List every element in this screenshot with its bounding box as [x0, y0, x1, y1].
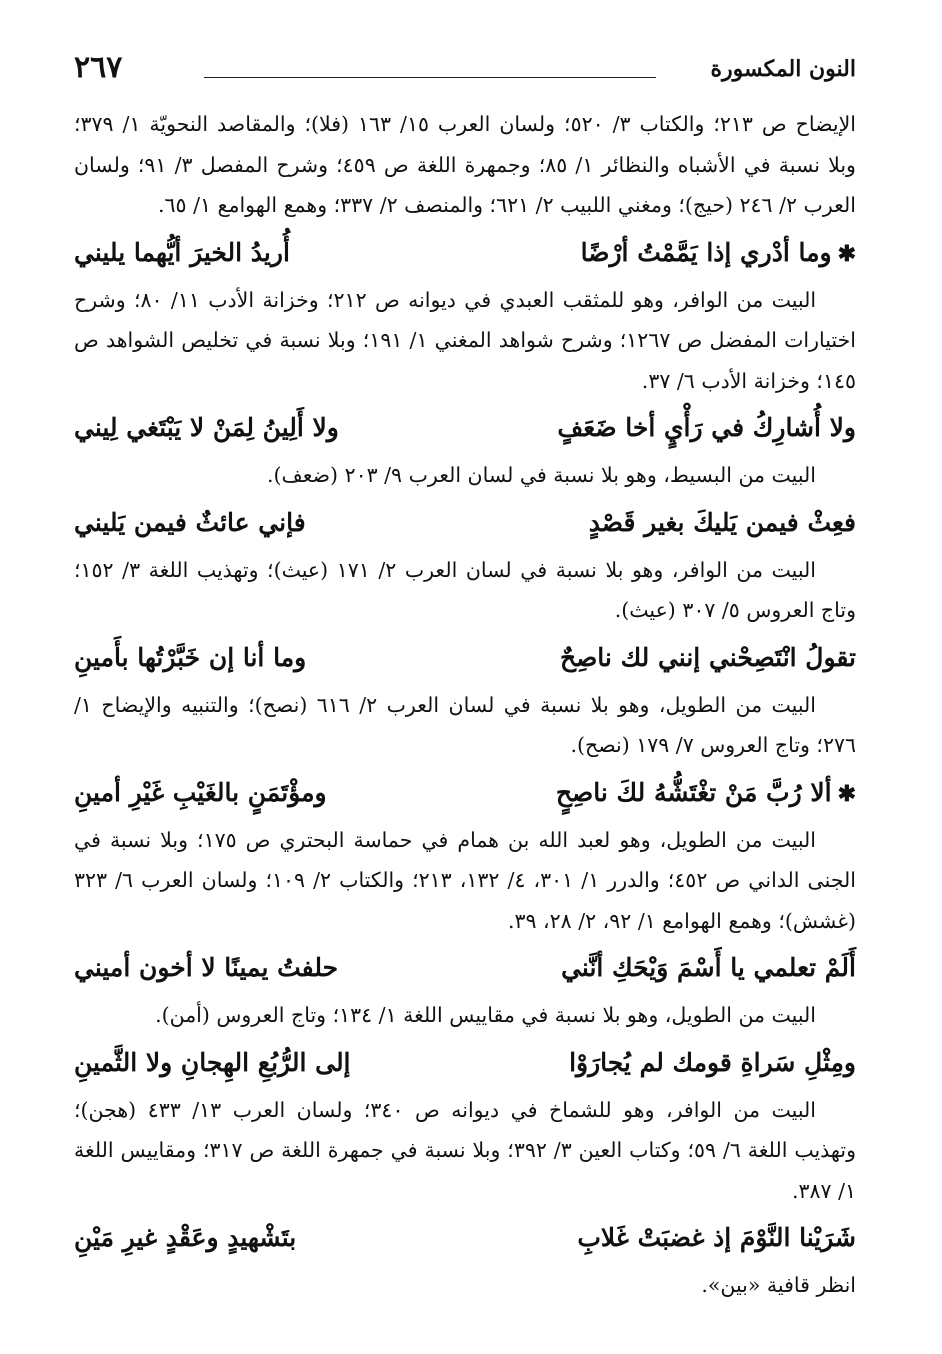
hemistich-text: شَرَيْنا النَّوْمَ إذ غضبَتْ غَلابِ: [577, 1223, 856, 1252]
hemistich-text: وما أنا إن خَبَّرْتُها بأَمينِ: [74, 642, 307, 672]
page-header: [74, 50, 856, 90]
hemistich-text: ولا أَلِينُ لِمَنْ لا يَبْتَغي لِيني: [74, 413, 339, 442]
hemistich-text: ألا رُبَّ مَنْ تغْتَشُّهُ لكَ ناصِحٍ: [555, 777, 832, 807]
star-marker-icon: ✱: [837, 240, 856, 267]
verse-note: البيت من الوافر، وهو للمثقب العبدي في ديوانه ص ٢١٢؛ وخزانة الأدب ١١/ ٨٠؛ وشرح اختيارات المفضل ص ١٢٦٧؛ وشرح شواهد المغني ١/ ١٩١؛ وبلا نسبة في تخليص الشواهد ص ١٤٥؛ وخزانة الأدب ٦/ ٣٧.: [74, 287, 856, 393]
verse-first-hemistich: [577, 1211, 856, 1265]
verse-note: البيت من الطويل، وهو بلا نسبة في مقاييس اللغة ١/ ١٣٤؛ وتاج العروس (أمن).: [155, 1003, 816, 1027]
verse-second-hemistich: [74, 1211, 296, 1265]
verse-second-hemistich: [74, 496, 306, 550]
verse-second-hemistich: [74, 941, 338, 995]
verse-first-hemistich: [556, 766, 856, 821]
verse-second-hemistich: [74, 1036, 351, 1090]
header-rule: [204, 77, 656, 78]
hemistich-text: وما أدْري إذا يَمَّمْتُ أرْضًا: [580, 237, 832, 267]
hemistich-text: فعِثْ فيمن يَليكَ بغير قَصْدٍ: [588, 507, 856, 537]
verse-note: البيت من الوافر، وهو بلا نسبة في لسان العرب ٢/ ١٧١ (عيث)؛ وتهذيب اللغة ٣/ ١٥٢؛ وتاج العروس ٥/ ٣٠٧ (عيث).: [74, 557, 856, 622]
verse-second-hemistich: [74, 401, 339, 455]
verse-line: [74, 631, 856, 685]
hemistich-text: ومِثْلِ سَراةِ قومك لم يُجارَوْا: [569, 1047, 856, 1077]
hemistich-text: إلى الرُّبُعِ الهِجانِ ولا الثَّمينِ: [74, 1047, 351, 1077]
page-content: [74, 104, 856, 1306]
verse-second-hemistich: [74, 226, 290, 280]
verse-line: [74, 941, 856, 995]
hemistich-text: ومؤْتَمَنٍ بالغَيْبِ غَيْرِ أمينِ: [74, 777, 327, 807]
verse-second-hemistich: [74, 766, 327, 820]
verse-first-hemistich: [569, 1036, 856, 1090]
verse-note: البيت من البسيط، وهو بلا نسبة في لسان العرب ٩/ ٢٠٣ (ضعف).: [267, 463, 816, 487]
hemistich-text: أُريدُ الخيرَ أيُّهما يليني: [74, 237, 290, 267]
verse-line: [74, 496, 856, 550]
verse-line: [74, 766, 856, 820]
verse-first-hemistich: [557, 401, 856, 455]
verse-first-hemistich: [561, 941, 856, 995]
verse-note: انظر قافية «بين».: [701, 1273, 856, 1297]
verse-line: [74, 401, 856, 455]
verse-line: [74, 226, 856, 280]
page-number: ٢٦٧: [74, 50, 123, 85]
chapter-title: النون المكسورة: [710, 56, 856, 82]
hemistich-text: تقولُ انْتَصِحْني إنني لك ناصِحٌ: [559, 642, 856, 672]
verse-line: [74, 1036, 856, 1090]
verse-line: [74, 1211, 856, 1265]
verse-first-hemistich: [589, 496, 856, 550]
verse-first-hemistich: [581, 226, 856, 281]
hemistich-text: ولا أُشارِكُ في رَأْيٍ أخا ضَعَفٍ: [557, 413, 856, 442]
verse-second-hemistich: [74, 631, 306, 685]
verse-note: البيت من الطويل، وهو بلا نسبة في لسان العرب ٢/ ٦١٦ (نصح)؛ والتنبيه والإيضاح ١/ ٢٧٦؛ وتاج العروس ٧/ ١٧٩ (نصح).: [74, 692, 856, 757]
hemistich-text: حلفتُ يمينًا لا أخون أميني: [74, 953, 339, 982]
intro-paragraph: الإيضاح ص ٢١٣؛ والكتاب ٣/ ٥٢٠؛ ولسان العرب ١٥/ ١٦٣ (فلا)؛ والمقاصد النحويّة ١/ ٣٧٩؛ وبلا نسبة في الأشباه والنظائر ١/ ٨٥؛ وجمهرة اللغة ص ٤٥٩؛ وشرح المفصل ٣/ ٩١؛ ولسان العرب ٢/ ٢٤٦ (حيج)؛ ومغني اللبيب ٢/ ٦٢١؛ والمنصف ٢/ ٣٣٧؛ وهمع الهوامع ١/ ٦٥.: [74, 112, 856, 217]
verse-note: البيت من الوافر، وهو للشماخ في ديوانه ص ٣٤٠؛ ولسان العرب ١٣/ ٤٣٣ (هجن)؛ وتهذيب اللغة ٦/ ٥٩؛ وكتاب العين ٣/ ٣٩٢؛ وبلا نسبة في جمهرة اللغة ص ٣١٧؛ ومقاييس اللغة ١/ ٣٨٧.: [74, 1097, 856, 1203]
hemistich-text: أَلَمْ تعلمي يا أَسْمَ وَيْحَكِ أنَّني: [561, 953, 856, 982]
hemistich-text: بتَشْهيدٍ وعَقْدٍ غيرِ مَيْنِ: [74, 1223, 297, 1252]
star-marker-icon: ✱: [837, 780, 856, 807]
verse-note: البيت من الطويل، وهو لعبد الله بن همام في حماسة البحتري ص ١٧٥؛ وبلا نسبة في الجنى الداني ص ٤٥٢؛ والدرر ١/ ٣٠١، ٤/ ١٣٢، ٢١٣؛ والكتاب ٢/ ١٠٩؛ ولسان العرب ٦/ ٣٢٣ (غشش)؛ وهمع الهوامع ١/ ٩٢، ٢/ ٢٨، ٣٩.: [74, 827, 856, 933]
verse-first-hemistich: [560, 631, 856, 685]
hemistich-text: فإني عائثٌ فيمن يَليني: [74, 507, 306, 537]
